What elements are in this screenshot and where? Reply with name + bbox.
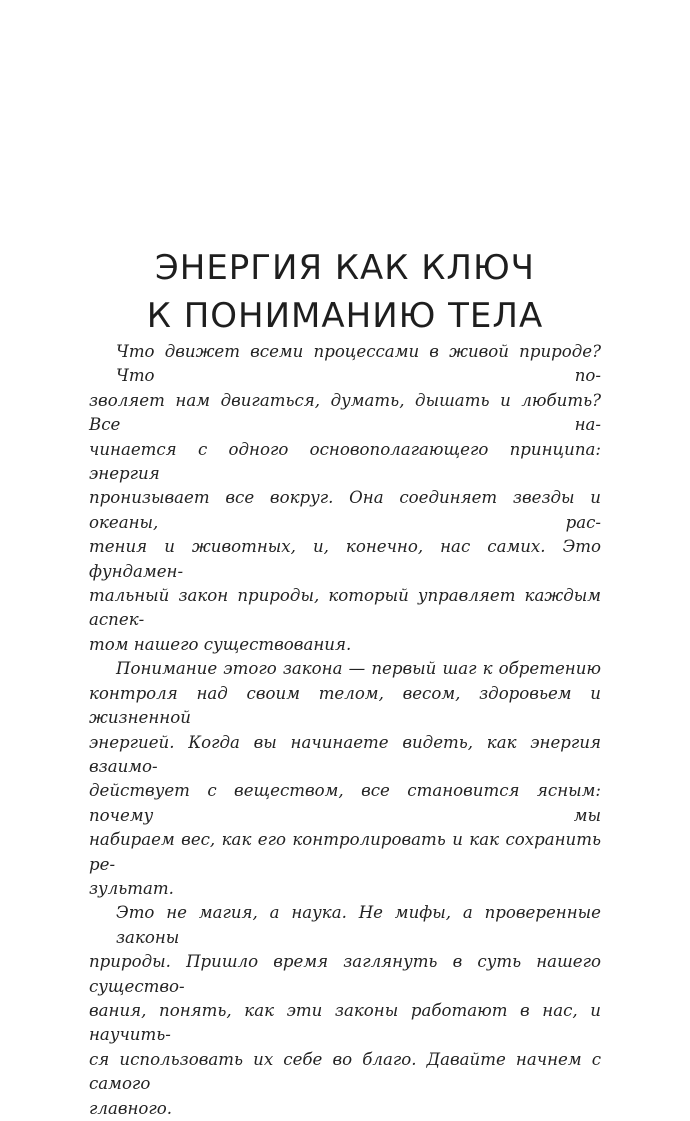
text-line: зволяет нам двигаться, думать, дышать и любить? Все на-: [89, 390, 601, 435]
text-line: том нашего существования.: [89, 634, 352, 654]
paragraph-1: [89, 340, 601, 657]
text-line: пронизывает все вокруг. Она соединяет звезды и океаны, рас-: [89, 488, 601, 532]
paragraph-2: [89, 657, 601, 901]
text-line: вания, понять, как эти законы работают в нас, и научить-: [89, 1000, 601, 1045]
text-line: Это не магия, а наука. Не мифы, а проверенные законы: [116, 903, 601, 947]
text-line: набираем вес, как его контролировать и как сохранить ре-: [89, 830, 601, 874]
text-line: тальный закон природы, который управляет каждым аспек-: [89, 586, 601, 630]
body-text: [89, 340, 601, 1121]
text-line: зультат.: [89, 878, 174, 898]
text-line: чинается с одного основополагающего принципа: энергия: [89, 439, 601, 484]
text-line: природы. Пришло время заглянуть в суть нашего существо-: [89, 952, 601, 996]
text-line: действует с веществом, все становится ясным: почему мы: [89, 781, 601, 825]
text-line: ся использовать их себе во благо. Давайте начнем с самого: [89, 1049, 601, 1094]
text-line: Понимание этого закона — первый шаг к обретению: [116, 659, 601, 679]
chapter-title: [0, 244, 690, 340]
text-line: энергией. Когда вы начинаете видеть, как энергия взаимо-: [89, 732, 601, 776]
chapter-title-line-2: К ПОНИМАНИЮ ТЕЛА: [146, 296, 544, 336]
text-line: тения и животных, и, конечно, нас самих. Это фундамен-: [89, 537, 601, 581]
chapter-title-line-1: ЭНЕРГИЯ КАК КЛЮЧ: [155, 248, 535, 288]
paragraph-3: [89, 901, 601, 1121]
text-line: главного.: [89, 1098, 173, 1118]
text-line: Что движет всеми процессами в живой природе? Что по-: [116, 342, 601, 386]
text-line: контроля над своим телом, весом, здоровьем и жизненной: [89, 683, 601, 728]
